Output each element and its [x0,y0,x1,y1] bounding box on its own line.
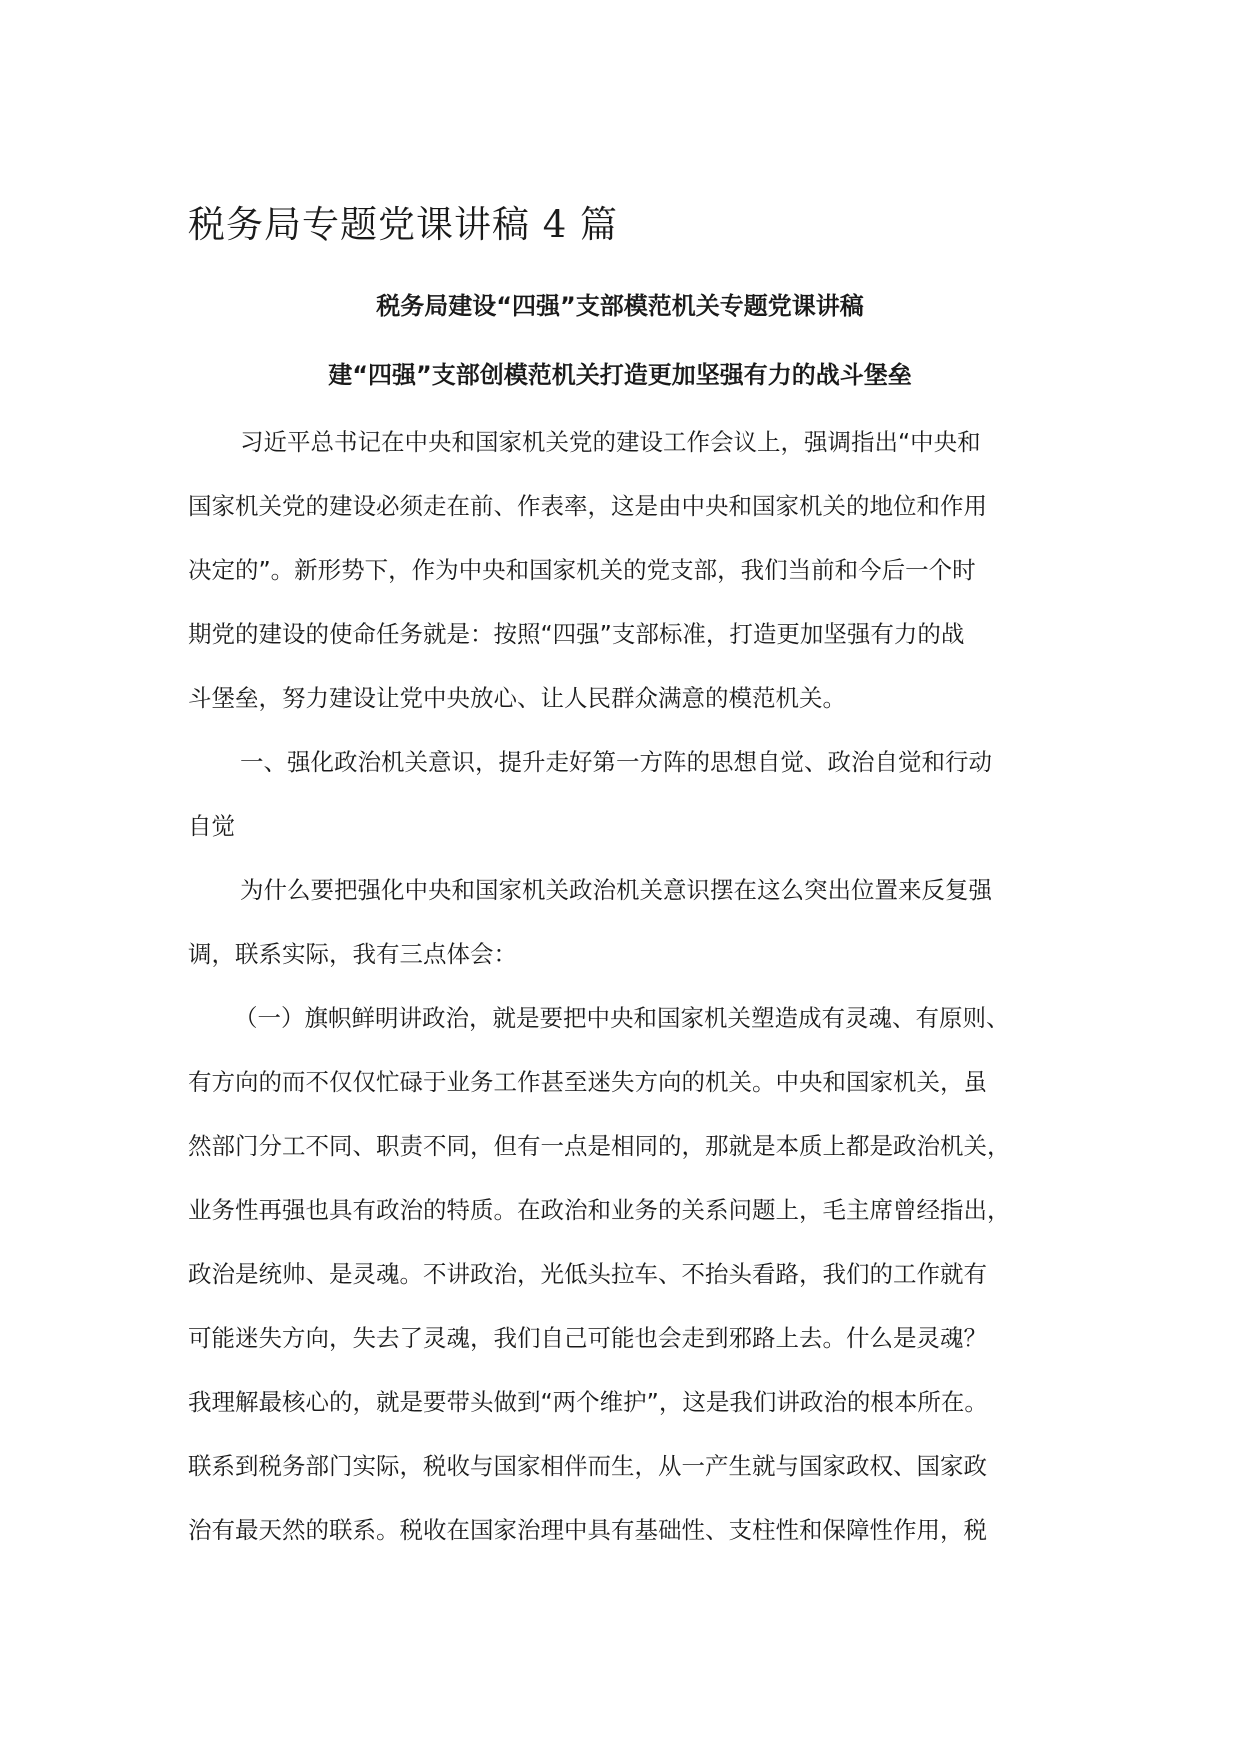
paragraph-line: 治有最天然的联系。税收在国家治理中具有基础性、支柱性和保障性作用，税 [188,1516,987,1544]
paragraph-line: 有方向的而不仅仅忙碌于业务工作甚至迷失方向的机关。中央和国家机关，虽 [188,1068,987,1096]
paragraph-line: 为什么要把强化中央和国家机关政治机关意识摆在这么突出位置来反复强 [240,876,992,904]
section-heading: 建“四强”支部创模范机关打造更加坚强有力的战斗堡垒 [328,361,912,389]
paragraph-line: 自觉 [188,812,235,840]
paragraph-line: 斗堡垒，努力建设让党中央放心、让人民群众满意的模范机关。 [188,684,846,712]
document-page [188,0,1052,1754]
paragraph-line: 习近平总书记在中央和国家机关党的建设工作会议上，强调指出“中央和 [240,428,981,456]
paragraph-line: 国家机关党的建设必须走在前、作表率，这是由中央和国家机关的地位和作用 [188,492,987,520]
paragraph-line: 我理解最核心的，就是要带头做到“两个维护”，这是我们讲政治的根本所在。 [188,1388,988,1416]
document-subtitle: 税务局建设“四强”支部模范机关专题党课讲稿 [376,292,864,320]
paragraph-line: 一、强化政治机关意识，提升走好第一方阵的思想自觉、政治自觉和行动 [240,748,992,776]
paragraph-line: 然部门分工不同、职责不同，但有一点是相同的，那就是本质上都是政治机关， [188,1132,1011,1160]
paragraph-line: 政治是统帅、是灵魂。不讲政治，光低头拉车、不抬头看路，我们的工作就有 [188,1260,987,1288]
paragraph-line: （一）旗帜鲜明讲政治，就是要把中央和国家机关塑造成有灵魂、有原则、 [234,1004,1010,1032]
paragraph-line: 可能迷失方向，失去了灵魂，我们自己可能也会走到邪路上去。什么是灵魂？ [188,1324,987,1352]
paragraph-line: 联系到税务部门实际，税收与国家相伴而生，从一产生就与国家政权、国家政 [188,1452,987,1480]
document-title: 税务局专题党课讲稿 4 篇 [188,203,619,246]
paragraph-line: 业务性再强也具有政治的特质。在政治和业务的关系问题上，毛主席曾经指出， [188,1196,1011,1224]
paragraph-line: 决定的”。新形势下，作为中央和国家机关的党支部，我们当前和今后一个时 [188,556,976,584]
paragraph-line: 期党的建设的使命任务就是：按照“四强”支部标准，打造更加坚强有力的战 [188,620,965,648]
paragraph-line: 调，联系实际，我有三点体会： [188,940,517,968]
